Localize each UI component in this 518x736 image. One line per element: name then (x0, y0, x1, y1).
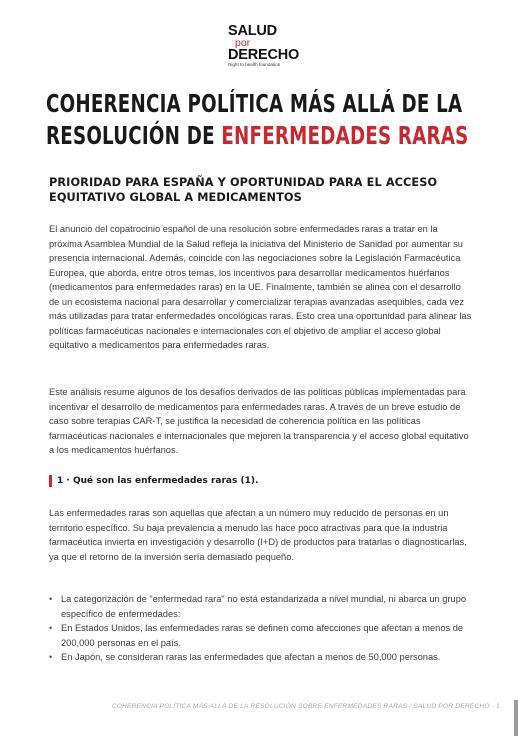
list-item: • En Japón, se consideran raras las enfermedades que afectan a menos de 50,000 personas. (49, 650, 473, 665)
title-accent: ENFERMEDADES RARAS (221, 121, 469, 150)
list-item: • La categorización de "enfermedad rara" no está estandarizada a nivel mundial, ni abarca un grupo específico de enfermedades: (49, 592, 473, 621)
logo-line-derecho: DERECHO (228, 47, 300, 63)
logo (0, 24, 518, 68)
intro-paragraph: El anuncio del copatrocinio español de una resolución sobre enfermedades raras a tratar en la próxima Asamblea Mundial de la Salud refleja la iniciativa del Ministerio de Sanidad por aumentar su presencia internacional. Además, coincide con las negociaciones sobre la Legislación Farmacéutica Europea, que aborda, entre otros temas, los incentivos para desarrollar medicamentos huérfanos (medicamentos para enfermedades raras) en la UE. Finalmente, también se alinea con el desarrollo de un ecosistema nacional para desarrollar y comercializar terapias avanzadas asequibles, cada vez más utilizadas para tratar enfermedades oncológicas raras. Esto crea una oportunidad para alinear las políticas farmacéuticas nacionales e internacionales con el objetivo de ampliar el acceso global equitativo a medicamentos para enfermedades raras. (49, 224, 472, 350)
definition-paragraph: Las enfermedades raras son aquellas que afectan a un número muy reducido de personas en un territorio específico. Su baja prevalencia a menudo las hace poco atractivas para que la industria farmacéutica invierta en investigación y desarrollo (I+D) de productos para tratarlas o diagnosticarlas, ya que el retorno de la inversión sería demasiado pequeño. (49, 508, 467, 562)
section-marker (49, 475, 52, 487)
section-heading (49, 475, 473, 487)
logo-line-por: por (235, 37, 251, 49)
list-item: • En Estados Unidos, las enfermedades raras se definen como afecciones que afectan a menos de 200,000 personas en el país. (49, 621, 473, 650)
bullet-list (49, 592, 473, 665)
section-heading-label: 1 · Qué son las enfermedades raras (1). (57, 476, 259, 486)
analysis-paragraph: Este análisis resume algunos de los desafíos derivados de las políticas públicas implementadas para incentivar el desarrollo de medicamentos para enfermedades raras. A través de un breve estudio de caso sobre terapias CAR-T, se justifica la necesidad de coherencia política en las políticas farmacéuticas nacionales e internacionales que mejoren la transparencia y el acceso global equitativo a los medicamentos huérfanos. (49, 387, 469, 455)
logo-wordmark (228, 23, 300, 68)
logo-line-salud: SALUD (228, 23, 277, 39)
page-subtitle: PRIORIDAD PARA ESPAÑA Y OPORTUNIDAD PARA EL ACCESO EQUITATIVO GLOBAL A MEDICAMENTOS (49, 176, 438, 204)
title-main: COHERENCIA POLÍTICA MÁS ALLÁ DE LA RESOLUCIÓN DE (46, 89, 463, 150)
page-title (46, 88, 484, 152)
page-footer: COHERENCIA POLÍTICA MÁS ALLÁ DE LA RESOLUCIÓN SOBRE ENFERMEDADES RARAS / SALUD POR DERECHO · 1 (111, 703, 500, 710)
logo-tagline: Right to health foundation (228, 62, 281, 67)
edge-band (514, 700, 518, 736)
